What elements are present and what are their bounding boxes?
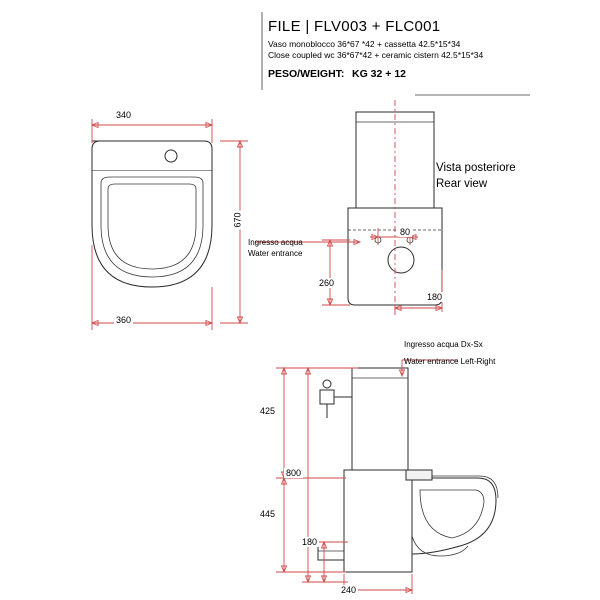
side-view-dimension-lines (262, 350, 562, 600)
rear-water-entrance-note-it: Ingresso acqua (248, 238, 303, 247)
rear-water-entrance-note-en: Water entrance (248, 249, 303, 258)
header-divider (262, 12, 532, 92)
dim-240: 240 (341, 585, 357, 595)
weight-label: PESO/WEIGHT: (268, 68, 345, 80)
subtitle-english: Close coupled wc 36*67*42 + ceramic cistern 42.5*15*34 (268, 50, 484, 60)
dim-180-rear: 180 (427, 292, 443, 302)
rear-view-caption-it: Vista posteriore (436, 162, 516, 174)
dim-425: 425 (260, 406, 276, 416)
side-water-entrance-note-it: Ingresso acqua Dx-Sx (404, 340, 483, 349)
side-water-entrance-note-en: Water entrance Left-Right (404, 357, 496, 366)
dim-top-width: 340 (116, 110, 132, 120)
dim-180-side: 180 (302, 537, 318, 547)
dim-260: 260 (319, 278, 335, 288)
page-title: FILE | FLV003 + FLC001 (268, 18, 441, 35)
subtitle-italian: Vaso monoblocco 36*67 *42 + cassetta 42.5*15*34 (268, 39, 461, 49)
weight-value: KG 32 + 12 (352, 68, 406, 80)
dim-800: 800 (286, 468, 302, 478)
dim-hole-spacing-80: 80 (400, 227, 411, 237)
dim-height-670: 670 (232, 212, 243, 228)
rear-view-caption-en: Rear view (436, 178, 488, 190)
dim-bottom-width: 360 (116, 315, 132, 325)
dim-445: 445 (260, 509, 276, 519)
